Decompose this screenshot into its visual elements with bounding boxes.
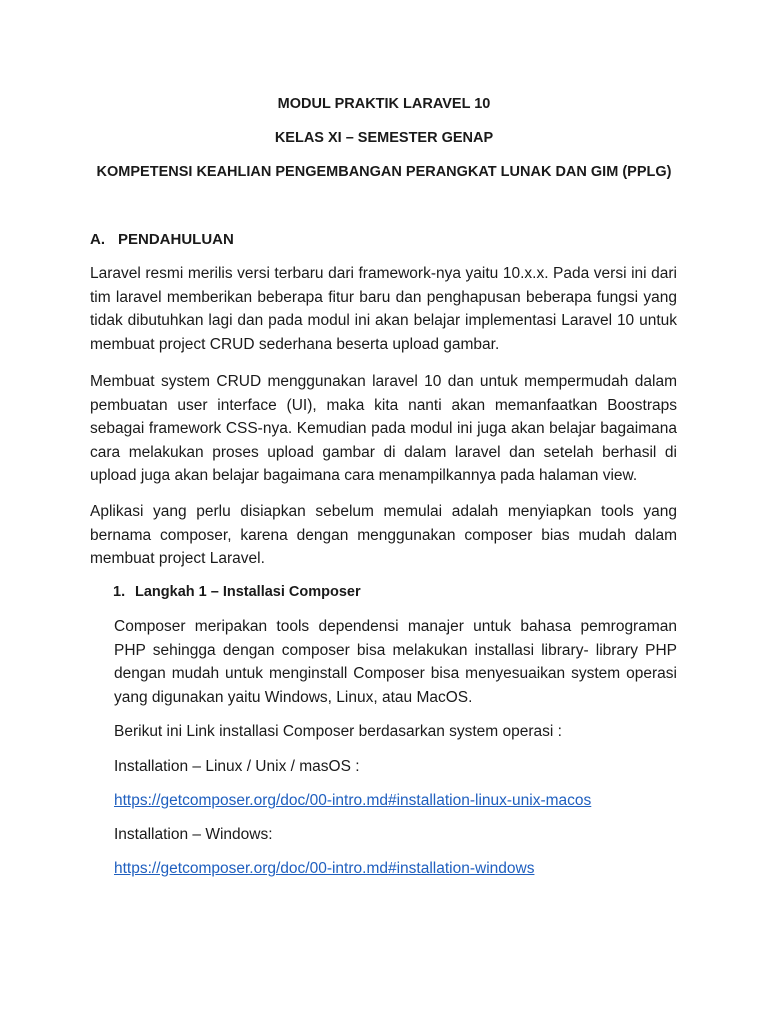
module-title: MODUL PRAKTIK LARAVEL 10: [277, 96, 491, 112]
step-1-number: 1.: [113, 584, 126, 600]
links-intro-text: Berikut ini Link installasi Composer berdasarkan system operasi :: [114, 723, 562, 740]
linux-install-label: Installation – Linux / Unix / masOS :: [114, 758, 360, 775]
section-a-title: PENDAHULUAN: [118, 231, 234, 248]
step-1-heading: [113, 582, 361, 602]
composer-description: Composer meripakan tools dependensi manajer untuk bahasa pemrograman PHP sehingga dengan composer bisa melakukan installasi library- library PHP dengan mudah untuk menginstall Composer bisa menyesuaikan system operasi yang digunakan yaitu Windows, Linux, atau MacOS.: [114, 618, 677, 706]
section-a-heading: [90, 230, 234, 250]
intro-paragraph-2: Membuat system CRUD menggunakan laravel 10 dan untuk mempermudah dalam pembuatan user interface (UI), maka kita nanti akan memanfaatkan Boostraps sebagai framework CSS-nya. Kemudian pada modul ini juga akan belajar bagaimana cara melakukan proses upload gambar di dalam laravel dan setelah berhasil di upload juga akan belajar bagaimana cara menampilkannya pada halaman view.: [90, 373, 677, 484]
section-a-number: A.: [90, 231, 105, 248]
linux-install-link[interactable]: https://getcomposer.org/doc/00-intro.md#installation-linux-unix-macos: [114, 792, 592, 809]
class-semester-heading: KELAS XI – SEMESTER GENAP: [274, 130, 494, 146]
windows-install-link[interactable]: https://getcomposer.org/doc/00-intro.md#installation-windows: [114, 860, 535, 877]
competency-heading: KOMPETENSI KEAHLIAN PENGEMBANGAN PERANGKAT LUNAK DAN GIM (PPLG): [96, 164, 672, 180]
windows-install-label: Installation – Windows:: [114, 826, 273, 843]
step-1-title: Langkah 1 – Installasi Composer: [135, 584, 361, 600]
intro-paragraph-3: Aplikasi yang perlu disiapkan sebelum memulai adalah menyiapkan tools yang bernama composer, karena dengan menggunakan composer bias mudah dalam membuat project Laravel.: [90, 503, 677, 567]
intro-paragraph-1: Laravel resmi merilis versi terbaru dari framework-nya yaitu 10.x.x. Pada versi ini dari tim laravel memberikan beberapa fitur baru dan penghapusan beberapa fungsi yang tidak dibutuhkan lagi dan pada modul ini akan belajar implementasi Laravel 10 untuk membuat project CRUD sederhana beserta upload gambar.: [90, 265, 677, 353]
